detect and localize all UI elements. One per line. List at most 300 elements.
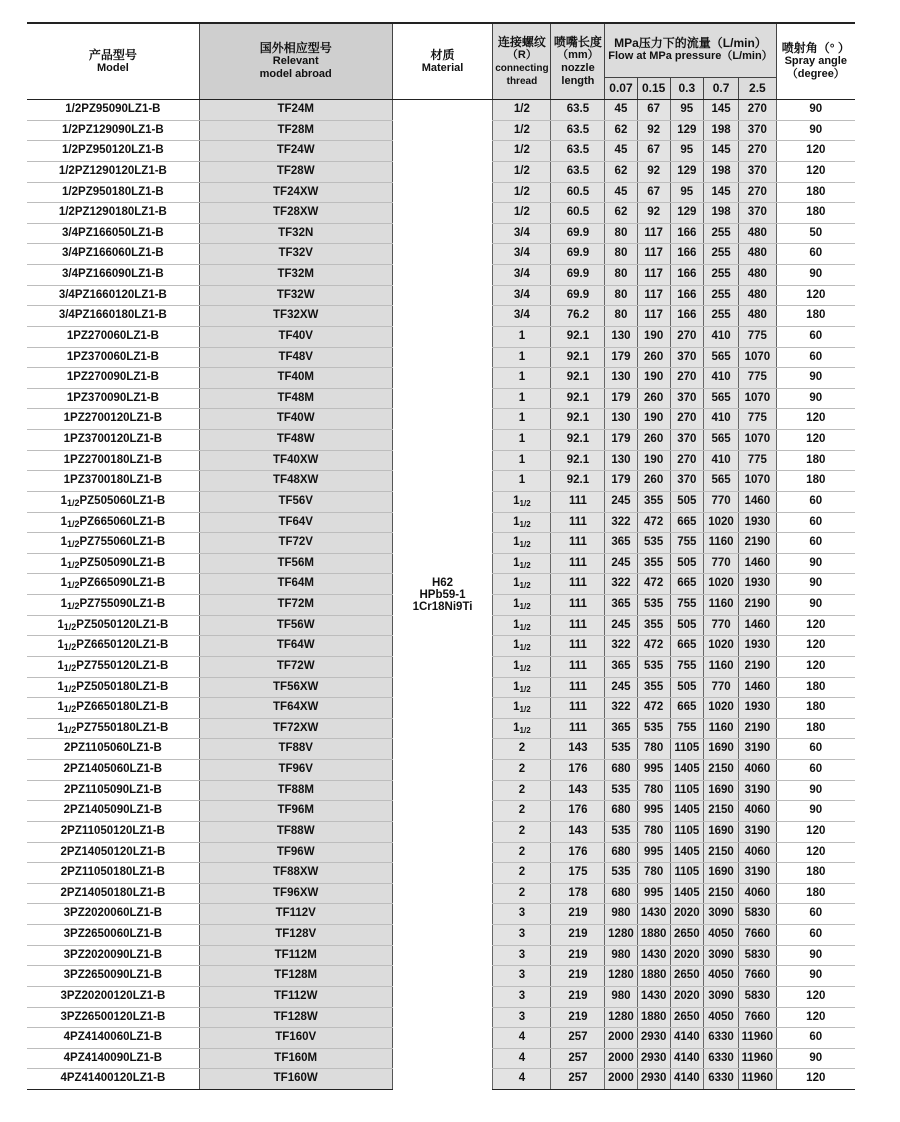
relevant-model-cell: TF112V — [199, 904, 392, 925]
flow-cell: 2150 — [703, 842, 738, 863]
spray-angle-cell: 120 — [776, 636, 855, 657]
flow-cell: 355 — [637, 677, 670, 698]
flow-cell: 1880 — [637, 925, 670, 946]
model-cell: 4PZ41400120LZ1-B — [27, 1069, 199, 1090]
flow-cell: 5830 — [739, 945, 776, 966]
flow-cell: 3190 — [739, 739, 776, 760]
flow-cell: 980 — [605, 945, 637, 966]
flow-cell: 535 — [605, 821, 637, 842]
spray-angle-cell: 90 — [776, 801, 855, 822]
spray-angle-cell: 60 — [776, 1028, 855, 1049]
thread-cell: 1 — [493, 409, 551, 430]
pressure-0: 0.07 — [605, 77, 637, 99]
nozzle-length-cell: 178 — [551, 883, 605, 904]
header-nozzle-length: 喷嘴长度 （mm） nozzle length — [551, 23, 605, 100]
thread-cell: 3/4 — [493, 223, 551, 244]
model-cell: 11/2PZ665060LZ1-B — [27, 512, 199, 533]
flow-cell: 680 — [605, 883, 637, 904]
spray-angle-cell: 120 — [776, 821, 855, 842]
flow-cell: 505 — [670, 553, 703, 574]
flow-cell: 472 — [637, 698, 670, 719]
material-line: HPb59-1 — [419, 588, 466, 601]
relevant-model-cell: TF28M — [199, 120, 392, 141]
spray-angle-cell: 120 — [776, 430, 855, 451]
flow-cell: 1430 — [637, 986, 670, 1007]
flow-cell: 535 — [637, 718, 670, 739]
nozzle-length-cell: 219 — [551, 904, 605, 925]
flow-cell: 7660 — [739, 966, 776, 987]
thread-cell: 2 — [493, 739, 551, 760]
flow-cell: 565 — [703, 430, 738, 451]
model-cell: 3PZ2650060LZ1-B — [27, 925, 199, 946]
spray-angle-cell: 90 — [776, 388, 855, 409]
flow-cell: 245 — [605, 553, 637, 574]
model-cell: 11/2PZ6650180LZ1-B — [27, 698, 199, 719]
flow-cell: 4060 — [739, 883, 776, 904]
flow-cell: 1105 — [670, 863, 703, 884]
nozzle-length-cell: 76.2 — [551, 306, 605, 327]
flow-cell: 410 — [703, 409, 738, 430]
flow-cell: 166 — [670, 285, 703, 306]
model-cell: 3PZ2020090LZ1-B — [27, 945, 199, 966]
thread-cell: 11/2 — [493, 636, 551, 657]
header-material: 材质 Material — [392, 23, 493, 100]
flow-cell: 1070 — [739, 388, 776, 409]
relevant-model-cell: TF88XW — [199, 863, 392, 884]
flow-cell: 2190 — [739, 595, 776, 616]
flow-cell: 665 — [670, 698, 703, 719]
nozzle-length-cell: 60.5 — [551, 203, 605, 224]
flow-cell: 2020 — [670, 904, 703, 925]
thread-cell: 11/2 — [493, 677, 551, 698]
flow-cell: 2020 — [670, 945, 703, 966]
flow-cell: 680 — [605, 842, 637, 863]
flow-cell: 1160 — [703, 718, 738, 739]
relevant-model-cell: TF72W — [199, 656, 392, 677]
flow-cell: 995 — [637, 801, 670, 822]
spray-angle-cell: 120 — [776, 409, 855, 430]
relevant-model-cell: TF160V — [199, 1028, 392, 1049]
nozzle-length-cell: 219 — [551, 945, 605, 966]
relevant-model-cell: TF128W — [199, 1007, 392, 1028]
nozzle-length-cell: 92.1 — [551, 471, 605, 492]
flow-cell: 95 — [670, 182, 703, 203]
flow-cell: 145 — [703, 182, 738, 203]
flow-cell: 480 — [739, 244, 776, 265]
flow-cell: 45 — [605, 141, 637, 162]
model-cell: 3/4PZ166060LZ1-B — [27, 244, 199, 265]
relevant-model-cell: TF96V — [199, 760, 392, 781]
flow-cell: 80 — [605, 244, 637, 265]
relevant-model-cell: TF160W — [199, 1069, 392, 1090]
flow-cell: 410 — [703, 368, 738, 389]
flow-cell: 62 — [605, 161, 637, 182]
spray-angle-cell: 180 — [776, 698, 855, 719]
flow-cell: 270 — [739, 141, 776, 162]
flow-cell: 4140 — [670, 1069, 703, 1090]
flow-cell: 2020 — [670, 986, 703, 1007]
flow-cell: 535 — [637, 595, 670, 616]
flow-cell: 370 — [670, 471, 703, 492]
nozzle-spec-table — [27, 22, 855, 1090]
spray-angle-cell: 180 — [776, 883, 855, 904]
relevant-model-cell: TF112W — [199, 986, 392, 1007]
model-cell: 11/2PZ505090LZ1-B — [27, 553, 199, 574]
model-cell: 3/4PZ166050LZ1-B — [27, 223, 199, 244]
model-cell: 2PZ1405090LZ1-B — [27, 801, 199, 822]
relevant-model-cell: TF72XW — [199, 718, 392, 739]
spray-angle-cell: 90 — [776, 100, 855, 121]
flow-cell: 1070 — [739, 347, 776, 368]
relevant-model-cell: TF56XW — [199, 677, 392, 698]
thread-cell: 1 — [493, 471, 551, 492]
spray-angle-cell: 180 — [776, 450, 855, 471]
flow-cell: 780 — [637, 821, 670, 842]
flow-cell: 355 — [637, 553, 670, 574]
flow-cell: 67 — [637, 182, 670, 203]
flow-cell: 1690 — [703, 739, 738, 760]
relevant-model-cell: TF64M — [199, 574, 392, 595]
flow-cell: 1405 — [670, 842, 703, 863]
header-thread: 连接螺纹 （R） connecting thread — [493, 23, 551, 100]
flow-cell: 995 — [637, 842, 670, 863]
flow-cell: 11960 — [739, 1048, 776, 1069]
model-cell: 3PZ2020060LZ1-B — [27, 904, 199, 925]
model-cell: 11/2PZ755060LZ1-B — [27, 533, 199, 554]
flow-cell: 980 — [605, 904, 637, 925]
thread-cell: 3 — [493, 1007, 551, 1028]
nozzle-length-cell: 92.1 — [551, 368, 605, 389]
flow-cell: 355 — [637, 615, 670, 636]
flow-cell: 1460 — [739, 615, 776, 636]
nozzle-length-cell: 257 — [551, 1028, 605, 1049]
thread-cell: 2 — [493, 760, 551, 781]
flow-cell: 2650 — [670, 1007, 703, 1028]
flow-cell: 117 — [637, 223, 670, 244]
model-cell: 3PZ20200120LZ1-B — [27, 986, 199, 1007]
thread-cell: 11/2 — [493, 656, 551, 677]
flow-cell: 365 — [605, 595, 637, 616]
nozzle-length-cell: 92.1 — [551, 326, 605, 347]
relevant-model-cell: TF72M — [199, 595, 392, 616]
spray-angle-cell: 120 — [776, 986, 855, 1007]
spray-angle-cell: 60 — [776, 760, 855, 781]
relevant-model-cell: TF40V — [199, 326, 392, 347]
flow-cell: 2190 — [739, 718, 776, 739]
relevant-model-cell: TF48M — [199, 388, 392, 409]
spray-angle-cell: 90 — [776, 553, 855, 574]
flow-cell: 535 — [605, 863, 637, 884]
flow-cell: 260 — [637, 471, 670, 492]
flow-cell: 995 — [637, 760, 670, 781]
flow-cell: 480 — [739, 265, 776, 286]
thread-cell: 1 — [493, 430, 551, 451]
flow-cell: 117 — [637, 306, 670, 327]
flow-cell: 245 — [605, 491, 637, 512]
thread-cell: 2 — [493, 821, 551, 842]
header-flow: MPa压力下的流量（L/min） Flow at MPa pressure（L/min） — [605, 23, 776, 77]
flow-cell: 190 — [637, 368, 670, 389]
spray-angle-cell: 60 — [776, 326, 855, 347]
spray-angle-cell: 120 — [776, 161, 855, 182]
flow-cell: 995 — [637, 883, 670, 904]
flow-cell: 755 — [670, 718, 703, 739]
flow-cell: 92 — [637, 161, 670, 182]
nozzle-length-cell: 92.1 — [551, 409, 605, 430]
model-cell: 1PZ270060LZ1-B — [27, 326, 199, 347]
relevant-model-cell: TF96W — [199, 842, 392, 863]
thread-cell: 1 — [493, 326, 551, 347]
flow-cell: 775 — [739, 368, 776, 389]
flow-cell: 245 — [605, 615, 637, 636]
header-relevant-model: 国外相应型号 Relevant model abroad — [199, 23, 392, 100]
flow-cell: 680 — [605, 801, 637, 822]
thread-cell: 3/4 — [493, 285, 551, 306]
nozzle-length-cell: 175 — [551, 863, 605, 884]
nozzle-length-cell: 63.5 — [551, 141, 605, 162]
flow-cell: 322 — [605, 574, 637, 595]
relevant-model-cell: TF32M — [199, 265, 392, 286]
flow-cell: 4050 — [703, 925, 738, 946]
flow-cell: 4140 — [670, 1048, 703, 1069]
flow-cell: 166 — [670, 265, 703, 286]
flow-cell: 1160 — [703, 595, 738, 616]
flow-cell: 3090 — [703, 904, 738, 925]
flow-cell: 92 — [637, 120, 670, 141]
thread-cell: 11/2 — [493, 615, 551, 636]
model-cell: 1/2PZ1290120LZ1-B — [27, 161, 199, 182]
spray-angle-cell: 180 — [776, 471, 855, 492]
nozzle-length-cell: 69.9 — [551, 223, 605, 244]
flow-cell: 472 — [637, 512, 670, 533]
flow-cell: 365 — [605, 656, 637, 677]
model-cell: 1PZ2700120LZ1-B — [27, 409, 199, 430]
nozzle-length-cell: 92.1 — [551, 347, 605, 368]
flow-cell: 45 — [605, 100, 637, 121]
thread-cell: 2 — [493, 863, 551, 884]
model-cell: 11/2PZ755090LZ1-B — [27, 595, 199, 616]
flow-cell: 190 — [637, 450, 670, 471]
relevant-model-cell: TF40M — [199, 368, 392, 389]
relevant-model-cell: TF88V — [199, 739, 392, 760]
table-header — [27, 23, 855, 100]
nozzle-length-cell: 92.1 — [551, 430, 605, 451]
thread-cell: 11/2 — [493, 718, 551, 739]
flow-cell: 255 — [703, 285, 738, 306]
flow-cell: 166 — [670, 223, 703, 244]
nozzle-length-cell: 111 — [551, 718, 605, 739]
model-cell: 2PZ11050120LZ1-B — [27, 821, 199, 842]
pressure-2: 0.3 — [670, 77, 703, 99]
flow-cell: 270 — [670, 409, 703, 430]
nozzle-length-cell: 111 — [551, 615, 605, 636]
flow-cell: 505 — [670, 615, 703, 636]
model-cell: 4PZ4140090LZ1-B — [27, 1048, 199, 1069]
flow-cell: 1430 — [637, 945, 670, 966]
flow-cell: 6330 — [703, 1028, 738, 1049]
flow-cell: 472 — [637, 574, 670, 595]
flow-cell: 565 — [703, 347, 738, 368]
flow-cell: 4060 — [739, 801, 776, 822]
model-cell: 2PZ1405060LZ1-B — [27, 760, 199, 781]
thread-cell: 1/2 — [493, 141, 551, 162]
flow-cell: 535 — [637, 533, 670, 554]
thread-cell: 3/4 — [493, 244, 551, 265]
flow-cell: 260 — [637, 388, 670, 409]
flow-cell: 4050 — [703, 966, 738, 987]
flow-cell: 95 — [670, 100, 703, 121]
nozzle-length-cell: 111 — [551, 698, 605, 719]
model-cell: 1/2PZ129090LZ1-B — [27, 120, 199, 141]
flow-cell: 780 — [637, 739, 670, 760]
spray-angle-cell: 60 — [776, 244, 855, 265]
model-cell: 1PZ3700120LZ1-B — [27, 430, 199, 451]
thread-cell: 1/2 — [493, 100, 551, 121]
flow-cell: 780 — [637, 780, 670, 801]
relevant-model-cell: TF32V — [199, 244, 392, 265]
flow-cell: 770 — [703, 615, 738, 636]
flow-cell: 1105 — [670, 780, 703, 801]
flow-cell: 166 — [670, 306, 703, 327]
model-cell: 2PZ1105090LZ1-B — [27, 780, 199, 801]
relevant-model-cell: TF128V — [199, 925, 392, 946]
flow-cell: 198 — [703, 203, 738, 224]
flow-cell: 535 — [637, 656, 670, 677]
thread-cell: 1 — [493, 368, 551, 389]
relevant-model-cell: TF32XW — [199, 306, 392, 327]
model-cell: 11/2PZ5050180LZ1-B — [27, 677, 199, 698]
flow-cell: 67 — [637, 100, 670, 121]
nozzle-length-cell: 257 — [551, 1048, 605, 1069]
flow-cell: 755 — [670, 533, 703, 554]
flow-cell: 2650 — [670, 925, 703, 946]
relevant-model-cell: TF24W — [199, 141, 392, 162]
spray-angle-cell: 180 — [776, 306, 855, 327]
header-spray-angle: 喷射角（° ） Spray angle （degree） — [776, 23, 855, 100]
spray-angle-cell: 90 — [776, 966, 855, 987]
model-cell: 2PZ14050120LZ1-B — [27, 842, 199, 863]
flow-cell: 198 — [703, 120, 738, 141]
flow-cell: 1405 — [670, 760, 703, 781]
flow-cell: 179 — [605, 347, 637, 368]
spray-angle-cell: 120 — [776, 1007, 855, 1028]
nozzle-length-cell: 111 — [551, 512, 605, 533]
model-cell: 4PZ4140060LZ1-B — [27, 1028, 199, 1049]
relevant-model-cell: TF32N — [199, 223, 392, 244]
flow-cell: 145 — [703, 100, 738, 121]
spray-angle-cell: 90 — [776, 368, 855, 389]
model-cell: 1PZ370060LZ1-B — [27, 347, 199, 368]
flow-cell: 6330 — [703, 1048, 738, 1069]
flow-cell: 780 — [637, 863, 670, 884]
flow-cell: 92 — [637, 203, 670, 224]
flow-cell: 1070 — [739, 430, 776, 451]
relevant-model-cell: TF96XW — [199, 883, 392, 904]
flow-cell: 130 — [605, 450, 637, 471]
flow-cell: 80 — [605, 223, 637, 244]
nozzle-length-cell: 219 — [551, 966, 605, 987]
flow-cell: 480 — [739, 223, 776, 244]
nozzle-length-cell: 143 — [551, 780, 605, 801]
model-cell: 3PZ2650090LZ1-B — [27, 966, 199, 987]
relevant-model-cell: TF88W — [199, 821, 392, 842]
thread-cell: 2 — [493, 780, 551, 801]
flow-cell: 1020 — [703, 512, 738, 533]
thread-cell: 11/2 — [493, 491, 551, 512]
spray-angle-cell: 50 — [776, 223, 855, 244]
flow-cell: 565 — [703, 471, 738, 492]
flow-cell: 4060 — [739, 842, 776, 863]
model-cell: 1/2PZ950120LZ1-B — [27, 141, 199, 162]
flow-cell: 1460 — [739, 491, 776, 512]
model-cell: 11/2PZ665090LZ1-B — [27, 574, 199, 595]
thread-cell: 1/2 — [493, 120, 551, 141]
flow-cell: 190 — [637, 326, 670, 347]
flow-cell: 130 — [605, 409, 637, 430]
flow-cell: 5830 — [739, 986, 776, 1007]
flow-cell: 4140 — [670, 1028, 703, 1049]
thread-cell: 2 — [493, 842, 551, 863]
nozzle-length-cell: 111 — [551, 656, 605, 677]
model-cell: 11/2PZ505060LZ1-B — [27, 491, 199, 512]
spray-angle-cell: 90 — [776, 1048, 855, 1069]
spray-angle-cell: 180 — [776, 863, 855, 884]
spray-angle-cell: 60 — [776, 533, 855, 554]
nozzle-length-cell: 111 — [551, 677, 605, 698]
relevant-model-cell: TF24M — [199, 100, 392, 121]
flow-cell: 775 — [739, 450, 776, 471]
flow-cell: 4060 — [739, 760, 776, 781]
model-cell: 3/4PZ166090LZ1-B — [27, 265, 199, 286]
flow-cell: 2000 — [605, 1028, 637, 1049]
flow-cell: 1690 — [703, 780, 738, 801]
flow-cell: 775 — [739, 409, 776, 430]
nozzle-length-cell: 69.9 — [551, 285, 605, 306]
flow-cell: 980 — [605, 986, 637, 1007]
flow-cell: 775 — [739, 326, 776, 347]
flow-cell: 665 — [670, 512, 703, 533]
model-cell: 1PZ370090LZ1-B — [27, 388, 199, 409]
model-cell: 1PZ3700180LZ1-B — [27, 471, 199, 492]
thread-cell: 1/2 — [493, 161, 551, 182]
spray-angle-cell: 90 — [776, 574, 855, 595]
relevant-model-cell: TF32W — [199, 285, 392, 306]
flow-cell: 1070 — [739, 471, 776, 492]
flow-cell: 270 — [670, 368, 703, 389]
spec-sheet — [27, 22, 855, 1090]
flow-cell: 1020 — [703, 636, 738, 657]
nozzle-length-cell: 219 — [551, 986, 605, 1007]
thread-cell: 11/2 — [493, 512, 551, 533]
nozzle-length-cell: 111 — [551, 553, 605, 574]
flow-cell: 260 — [637, 430, 670, 451]
flow-cell: 1460 — [739, 553, 776, 574]
flow-cell: 355 — [637, 491, 670, 512]
spray-angle-cell: 90 — [776, 780, 855, 801]
flow-cell: 179 — [605, 471, 637, 492]
flow-cell: 129 — [670, 161, 703, 182]
flow-cell: 1020 — [703, 698, 738, 719]
flow-cell: 1405 — [670, 883, 703, 904]
flow-cell: 3190 — [739, 821, 776, 842]
relevant-model-cell: TF40W — [199, 409, 392, 430]
nozzle-length-cell: 111 — [551, 595, 605, 616]
flow-cell: 198 — [703, 161, 738, 182]
pressure-3: 0.7 — [703, 77, 738, 99]
flow-cell: 680 — [605, 760, 637, 781]
thread-cell: 3 — [493, 925, 551, 946]
flow-cell: 505 — [670, 491, 703, 512]
